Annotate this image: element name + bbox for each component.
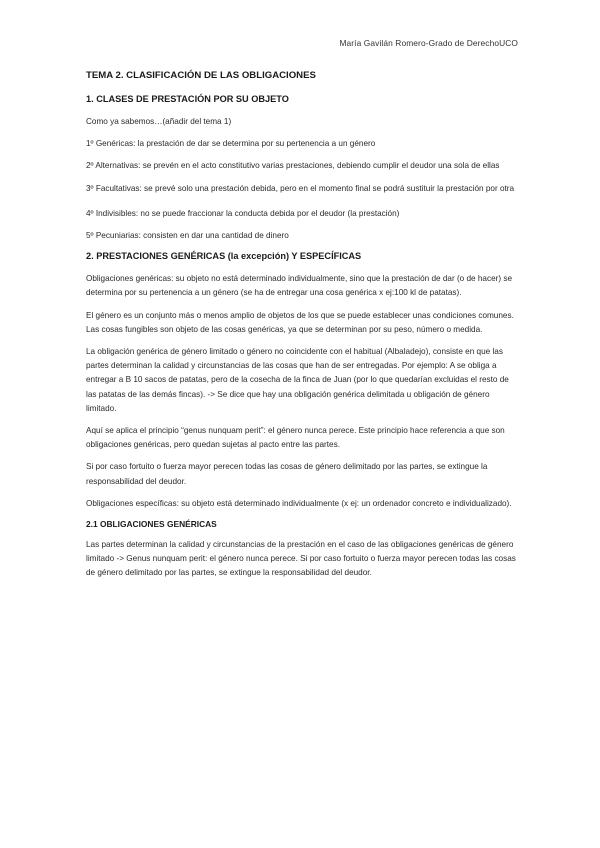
section-2-1-heading: 2.1 OBLIGACIONES GENÉRICAS	[86, 519, 217, 530]
paragraph: Si por caso fortuito o fuerza mayor perecen todas las cosas de género delimitado por las partes, se extingue la responsabilidad del deudor.	[86, 462, 488, 486]
paragraph: La obligación genérica de género limitado o género no coincidente con el habitual (Albaladejo), consiste en que las partes determinan la calidad y circunstancias de las cosas que han de ser entregadas. Por ejemplo: A se obliga a entregar a B 10 sacos de patatas, pero de la cosecha de la finca de Juan (por lo que quedarían excluidas el resto de las patatas de las demás fincas). -> Se dice que hay una obligación genérica delimitada u obligación de género limitado.	[86, 347, 509, 413]
section-1-intro: Como ya sabemos…(añadir del tema 1)	[86, 117, 232, 126]
paragraph: Obligaciones genéricas: su objeto no está determinado individualmente, sino que la prestación de dar (o de hacer) se determina por su pertenencia a un género (se ha de entregar una cosa genérica x ej:100 kl de patatas).	[86, 274, 513, 298]
paragraph: Obligaciones específicas: su objeto está determinado individualmente (x ej: un ordenador concreto e individualizado).	[86, 498, 512, 508]
paragraph: Las partes determinan la calidad y circunstancias de la prestación en el caso de las obligaciones genéricas de género limitado -> Genus nunquam perit: el género nunca perece. Si por caso fortuito o fuerza mayor perecen todas las cosas de género delimitado por las partes, se extingue la responsabilidad del deudor.	[86, 540, 516, 578]
document-body	[86, 70, 516, 589]
list-item: 4º Indivisibles: no se puede fraccionar la conducta debida por el deudor (la prestación)	[86, 208, 400, 218]
list-item: 1º Genéricas: la prestación de dar se determina por su pertenencia a un género	[86, 139, 376, 149]
list-item: 2º Alternativas: se prevén en el acto constitutivo varias prestaciones, debiendo cumplir el deudor una sola de ellas	[86, 161, 500, 171]
section-1-heading: 1. CLASES DE PRESTACIÓN POR SU OBJETO	[86, 94, 289, 104]
list-item: 3º Facultativas: se prevé solo una prestación debida, pero en el momento final se podrá sustituir la prestación por otra	[86, 183, 515, 193]
page-header: María Gavilán Romero-Grado de DerechoUCO	[339, 38, 518, 48]
list-item: 5º Pecuniarias: consisten en dar una cantidad de dinero	[86, 231, 289, 241]
paragraph: El género es un conjunto más o menos amplio de objetos de los que se puede establecer unas condiciones comunes. Las cosas fungibles son objeto de las cosas genéricas, ya que se determinan por su peso, número o medida.	[86, 310, 514, 334]
document-title: TEMA 2. CLASIFICACIÓN DE LAS OBLIGACIONES	[86, 70, 316, 81]
section-2-heading: 2. PRESTACIONES GENÉRICAS (la excepción) Y ESPECÍFICAS	[86, 251, 362, 262]
paragraph: Aquí se aplica el principio “genus nunquam perit”: el género nunca perece. Este principio hace referencia a que son obligaciones genéricas, pero quedan sujetas al pacto entre las partes.	[86, 426, 505, 450]
